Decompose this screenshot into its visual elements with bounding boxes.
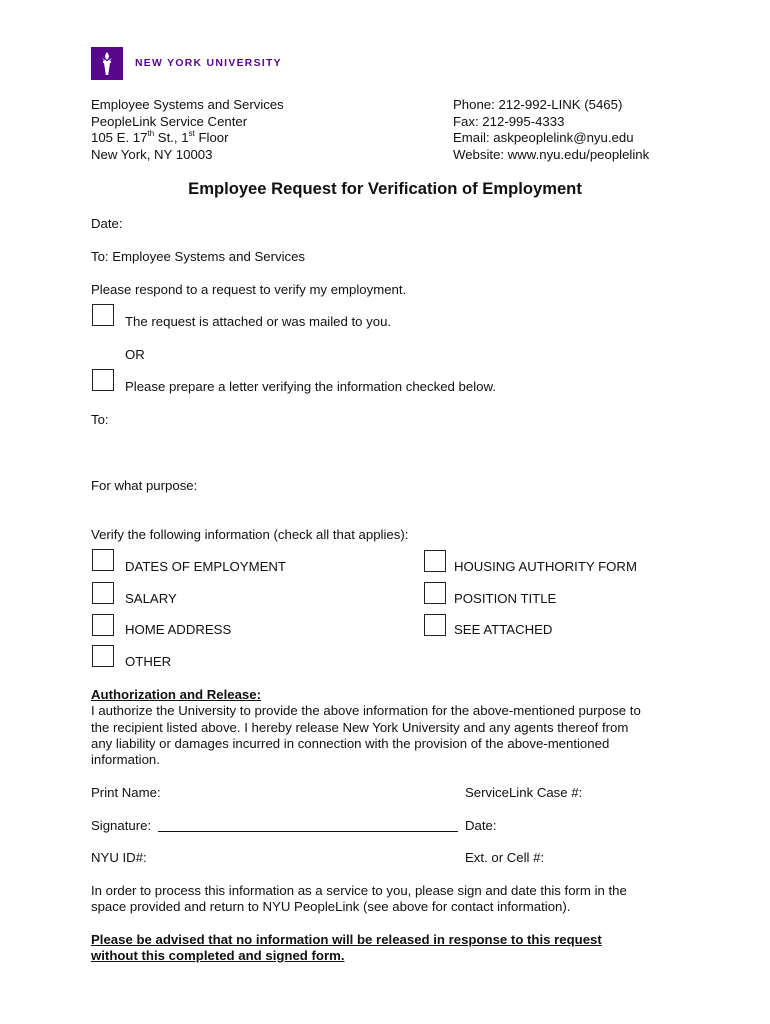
check-label-salary: SALARY [125,591,177,606]
check-label-home-address: HOME ADDRESS [125,622,232,637]
checkbox-home-address[interactable] [92,614,114,636]
or-label: OR [125,347,145,362]
form-title: Employee Request for Verification of Employment [188,179,582,198]
authorization-heading: Authorization and Release: [91,687,261,702]
authorization-line-2: the recipient listed above. I hereby release New York University and any agents thereof from [91,720,629,735]
contact-email: Email: askpeoplelink@nyu.edu [453,130,634,145]
check-label-other: OTHER [125,654,172,669]
instructions-line-2: space provided and return to NYU PeopleLink (see above for contact information). [91,899,571,914]
advisory-line-2: without this completed and signed form. [91,948,345,963]
contact-website: Website: www.nyu.edu/peoplelink [453,147,650,162]
advisory-line-1: Please be advised that no information will be released in response to this request [91,932,602,947]
checkbox-request-attached[interactable] [92,304,114,326]
signature-line[interactable] [158,831,458,832]
nyu-logo [91,47,123,80]
to-employee-label: To: Employee Systems and Services [91,249,306,264]
check-label-position: POSITION TITLE [454,591,557,606]
contact-fax: Fax: 212-995-4333 [453,114,565,129]
checkbox-see-attached[interactable] [424,614,446,636]
address-line-3: 105 E. 17th St., 1st Floor [91,128,229,145]
option-prepare-label: Please prepare a letter verifying the information checked below. [125,379,496,394]
checkbox-housing-authority-form[interactable] [424,550,446,572]
purpose-label: For what purpose: [91,478,198,493]
authorization-line-4: information. [91,752,160,767]
option-attached-label: The request is attached or was mailed to you. [125,314,392,329]
to-label: To: [91,412,109,427]
checkbox-position-title[interactable] [424,582,446,604]
checkbox-dates-of-employment[interactable] [92,549,114,571]
instructions-line-1: In order to process this information as a service to you, please sign and date this form in the [91,883,627,898]
address-line-1: Employee Systems and Services [91,97,284,112]
case-number-label: ServiceLink Case #: [465,785,583,800]
contact-phone: Phone: 212-992-LINK (5465) [453,97,623,112]
check-label-housing: HOUSING AUTHORITY FORM [454,559,637,574]
please-respond-text: Please respond to a request to verify my employment. [91,282,407,297]
verify-label: Verify the following information (check all that applies): [91,527,409,542]
signature-label: Signature: [91,818,152,833]
torch-icon [91,47,123,80]
authorization-line-1: I authorize the University to provide the above information for the above-mentioned purpose to [91,703,641,718]
checkbox-other[interactable] [92,645,114,667]
date-label: Date: [91,216,123,231]
print-name-label: Print Name: [91,785,161,800]
address-line-2: PeopleLink Service Center [91,114,248,129]
signature-date-label: Date: [465,818,497,833]
check-label-see-attached: SEE ATTACHED [454,622,553,637]
authorization-line-3: any liability or damages incurred in connection with the provision of the above-mentioned [91,736,610,751]
ext-cell-label: Ext. or Cell #: [465,850,545,865]
check-label-dates: DATES OF EMPLOYMENT [125,559,286,574]
checkbox-salary[interactable] [92,582,114,604]
nyu-id-label: NYU ID#: [91,850,147,865]
address-line-4: New York, NY 10003 [91,147,213,162]
university-name: NEW YORK UNIVERSITY [135,58,282,69]
checkbox-prepare-letter[interactable] [92,369,114,391]
